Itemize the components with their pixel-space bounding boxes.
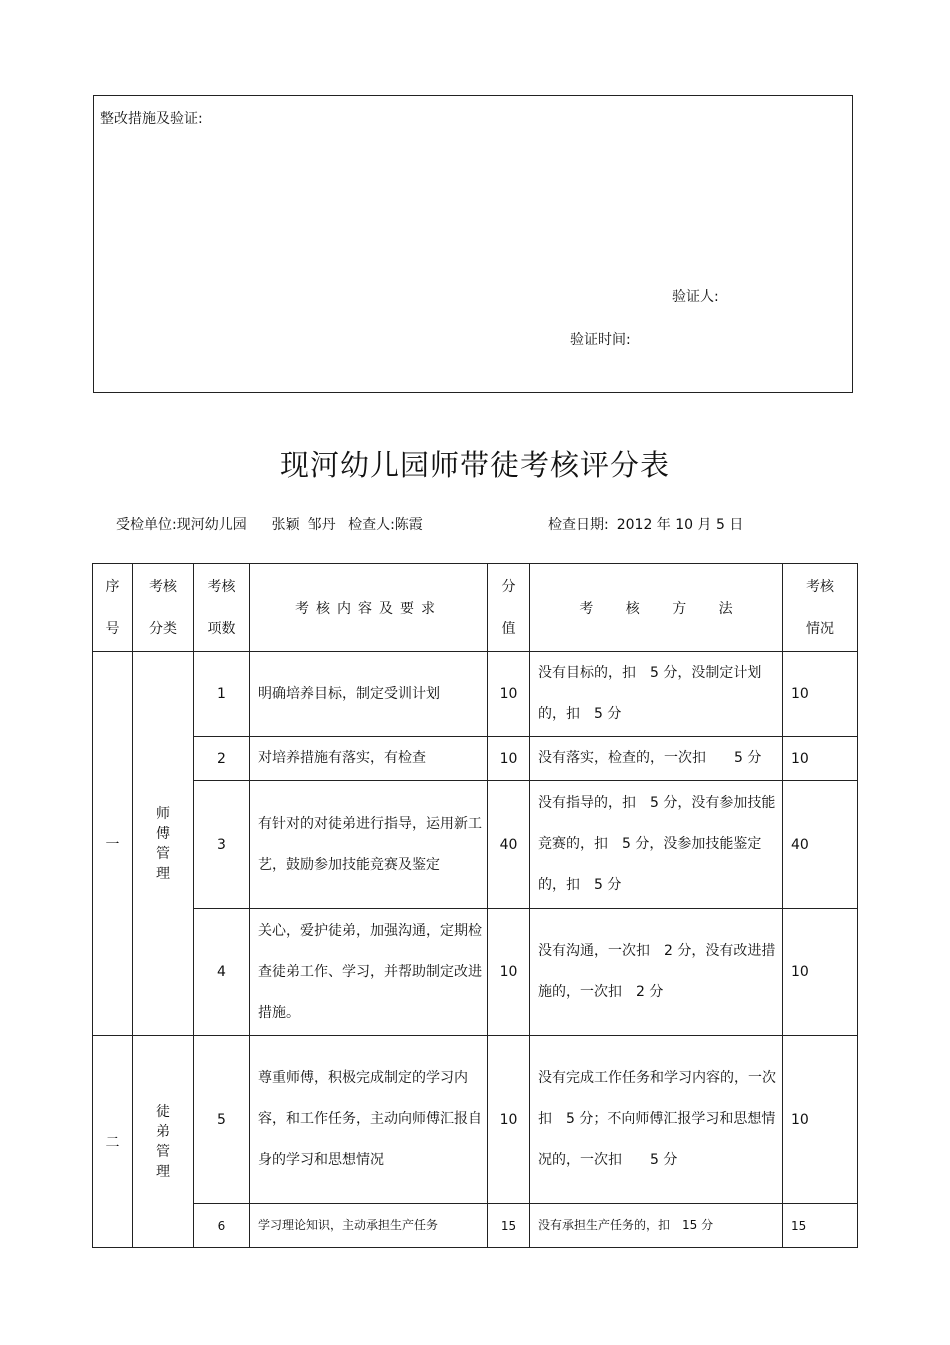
row-method: 没有落实，检查的，一次扣 5 分 — [530, 737, 783, 781]
verification-time-label: 验证时间: — [570, 332, 631, 348]
row-item: 4 — [194, 909, 250, 1036]
unit-value: 现河幼儿园 — [176, 517, 247, 533]
row-method: 没有目标的，扣 5 分，没制定计划的，扣 5 分 — [530, 652, 783, 737]
inspected-persons: 张颖 — [271, 517, 300, 533]
table-row — [93, 781, 858, 909]
header-category: 考核 分类 — [133, 564, 194, 652]
row-item: 1 — [194, 652, 250, 737]
document-title: 现河幼儿园师带徒考核评分表 — [279, 448, 670, 482]
header-score: 分 值 — [488, 564, 530, 652]
header-seq: 序 号 — [93, 564, 133, 652]
inspected-persons-2: 邹丹 — [307, 517, 336, 533]
group-category: 师傅管理 — [133, 652, 194, 1036]
row-score: 15 — [488, 1204, 530, 1248]
inspection-date — [548, 514, 743, 534]
row-result: 40 — [783, 781, 858, 909]
row-method: 没有指导的，扣 5 分，没有参加技能竞赛的，扣 5 分，没参加技能鉴定的，扣 5 分 — [530, 781, 783, 909]
group-seq: 二 — [93, 1036, 133, 1248]
row-content: 学习理论知识，主动承担生产任务 — [250, 1204, 488, 1248]
header-item: 考核 项数 — [194, 564, 250, 652]
row-content: 对培养措施有落实，有检查 — [250, 737, 488, 781]
row-score: 10 — [488, 909, 530, 1036]
table-row — [93, 1204, 858, 1248]
row-result: 10 — [783, 909, 858, 1036]
row-content: 明确培养目标，制定受训计划 — [250, 652, 488, 737]
row-content: 有针对的对徒弟进行指导，运用新工艺，鼓励参加技能竞赛及鉴定 — [250, 781, 488, 909]
row-result: 10 — [783, 737, 858, 781]
date-label: 检查日期: — [548, 517, 609, 533]
inspector-label: 检查人: — [348, 517, 395, 533]
row-content: 尊重师傅，积极完成制定的学习内容，和工作任务，主动向师傅汇报自身的学习和思想情况 — [250, 1036, 488, 1204]
table-row — [93, 1036, 858, 1204]
row-item: 6 — [194, 1204, 250, 1248]
row-method: 没有完成工作任务和学习内容的，一次扣 5 分；不向师傅汇报学习和思想情况的，一次扣 5 分 — [530, 1036, 783, 1204]
row-score: 40 — [488, 781, 530, 909]
verification-title: 整改措施及验证: — [100, 111, 203, 127]
table-header-row — [93, 564, 858, 652]
row-result: 15 — [783, 1204, 858, 1248]
row-result: 10 — [783, 652, 858, 737]
row-method: 没有承担生产任务的，扣 15 分 — [530, 1204, 783, 1248]
row-item: 5 — [194, 1036, 250, 1204]
header-result: 考核 情况 — [783, 564, 858, 652]
group-seq: 一 — [93, 652, 133, 1036]
group-category: 徒弟管理 — [133, 1036, 194, 1248]
verifier-label: 验证人: — [672, 289, 719, 305]
row-method: 没有沟通，一次扣 2 分，没有改进措施的，一次扣 2 分 — [530, 909, 783, 1036]
row-score: 10 — [488, 1036, 530, 1204]
table-row — [93, 737, 858, 781]
row-content: 关心，爱护徒弟，加强沟通，定期检查徒弟工作、学习，并帮助制定改进措施。 — [250, 909, 488, 1036]
table-row — [93, 909, 858, 1036]
row-score: 10 — [488, 652, 530, 737]
header-content: 考核内容及要求 — [250, 564, 488, 652]
row-item: 2 — [194, 737, 250, 781]
row-result: 10 — [783, 1036, 858, 1204]
row-score: 10 — [488, 737, 530, 781]
score-table — [92, 563, 858, 1248]
header-method: 考 核 方 法 — [530, 564, 783, 652]
table-row — [93, 652, 858, 737]
inspector-value: 陈霞 — [394, 517, 423, 533]
unit-label: 受检单位: — [116, 517, 177, 533]
inspection-info — [116, 514, 423, 534]
date-value: 2012 年 10 月 5 日 — [616, 517, 744, 533]
row-item: 3 — [194, 781, 250, 909]
verification-box — [93, 95, 853, 393]
